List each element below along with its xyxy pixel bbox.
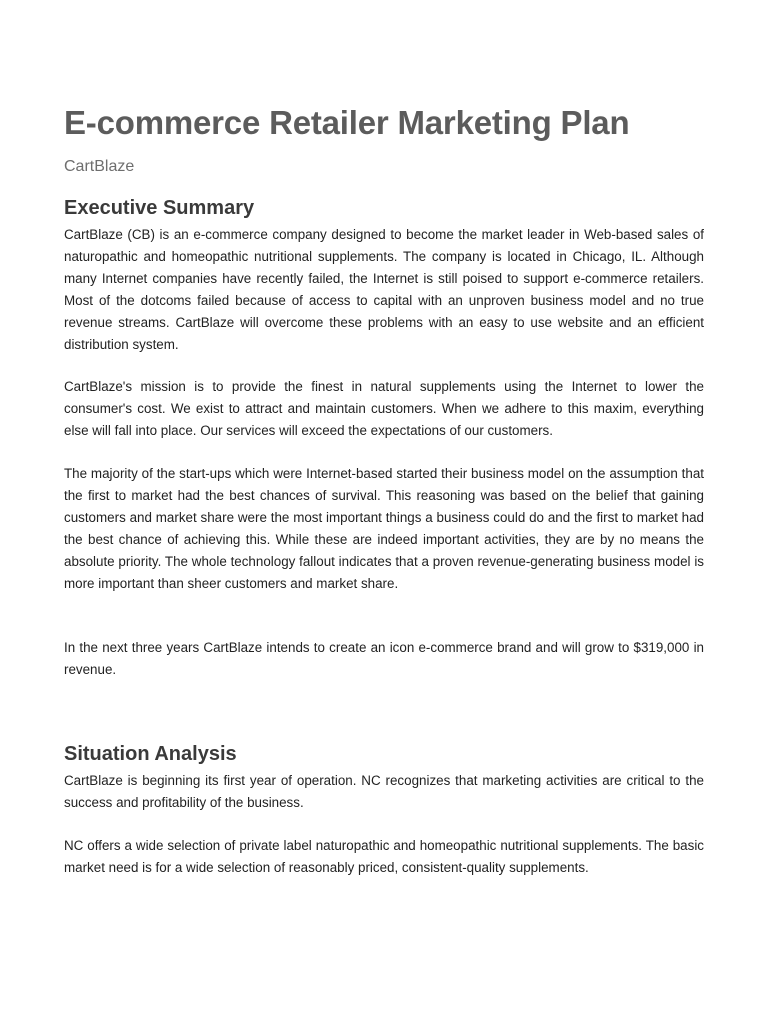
section-heading-executive-summary: Executive Summary — [64, 197, 255, 219]
situation-analysis-paragraph-1: CartBlaze is beginning its first year of operation. NC recognizes that marketing activities are critical to the success and profitability of the business. — [64, 773, 704, 810]
document-title: E-commerce Retailer Marketing Plan — [64, 104, 630, 141]
executive-summary-paragraph-2: CartBlaze's mission is to provide the finest in natural supplements using the Internet to lower the consumer's cost. We exist to attract and maintain customers. When we adhere to this maxim, everything else will fall into place. Our services will exceed the expectations of our customers. — [64, 379, 704, 438]
document-subtitle: CartBlaze — [64, 158, 135, 175]
section-heading-situation-analysis: Situation Analysis — [64, 743, 237, 765]
executive-summary-paragraph-4: In the next three years CartBlaze intends to create an icon e-commerce brand and will grow to $319,000 in revenue. — [64, 640, 704, 677]
situation-analysis-paragraph-2: NC offers a wide selection of private label naturopathic and homeopathic nutritional supplements. The basic market need is for a wide selection of reasonably priced, consistent-quality supplements. — [64, 838, 704, 875]
executive-summary-paragraph-3: The majority of the start-ups which were Internet-based started their business model on the assumption that the first to market had the best chances of survival. This reasoning was based on the belief that gaining customers and market share were the most important things a business could do and the first to market had the best chance of achieving this. While these are indeed important activities, they are by no means the absolute priority. The whole technology fallout indicates that a proven revenue-generating business model is more important than sheer customers and market share. — [64, 466, 704, 591]
executive-summary-paragraph-1: CartBlaze (CB) is an e-commerce company designed to become the market leader in Web-based sales of naturopathic and homeopathic nutritional supplements. The company is located in Chicago, IL. Although many Internet companies have recently failed, the Internet is still poised to support e-commerce retailers. Most of the dotcoms failed because of access to capital with an unproven business model and no true revenue streams. CartBlaze will overcome these problems with an easy to use website and an efficient distribution system. — [64, 227, 704, 352]
